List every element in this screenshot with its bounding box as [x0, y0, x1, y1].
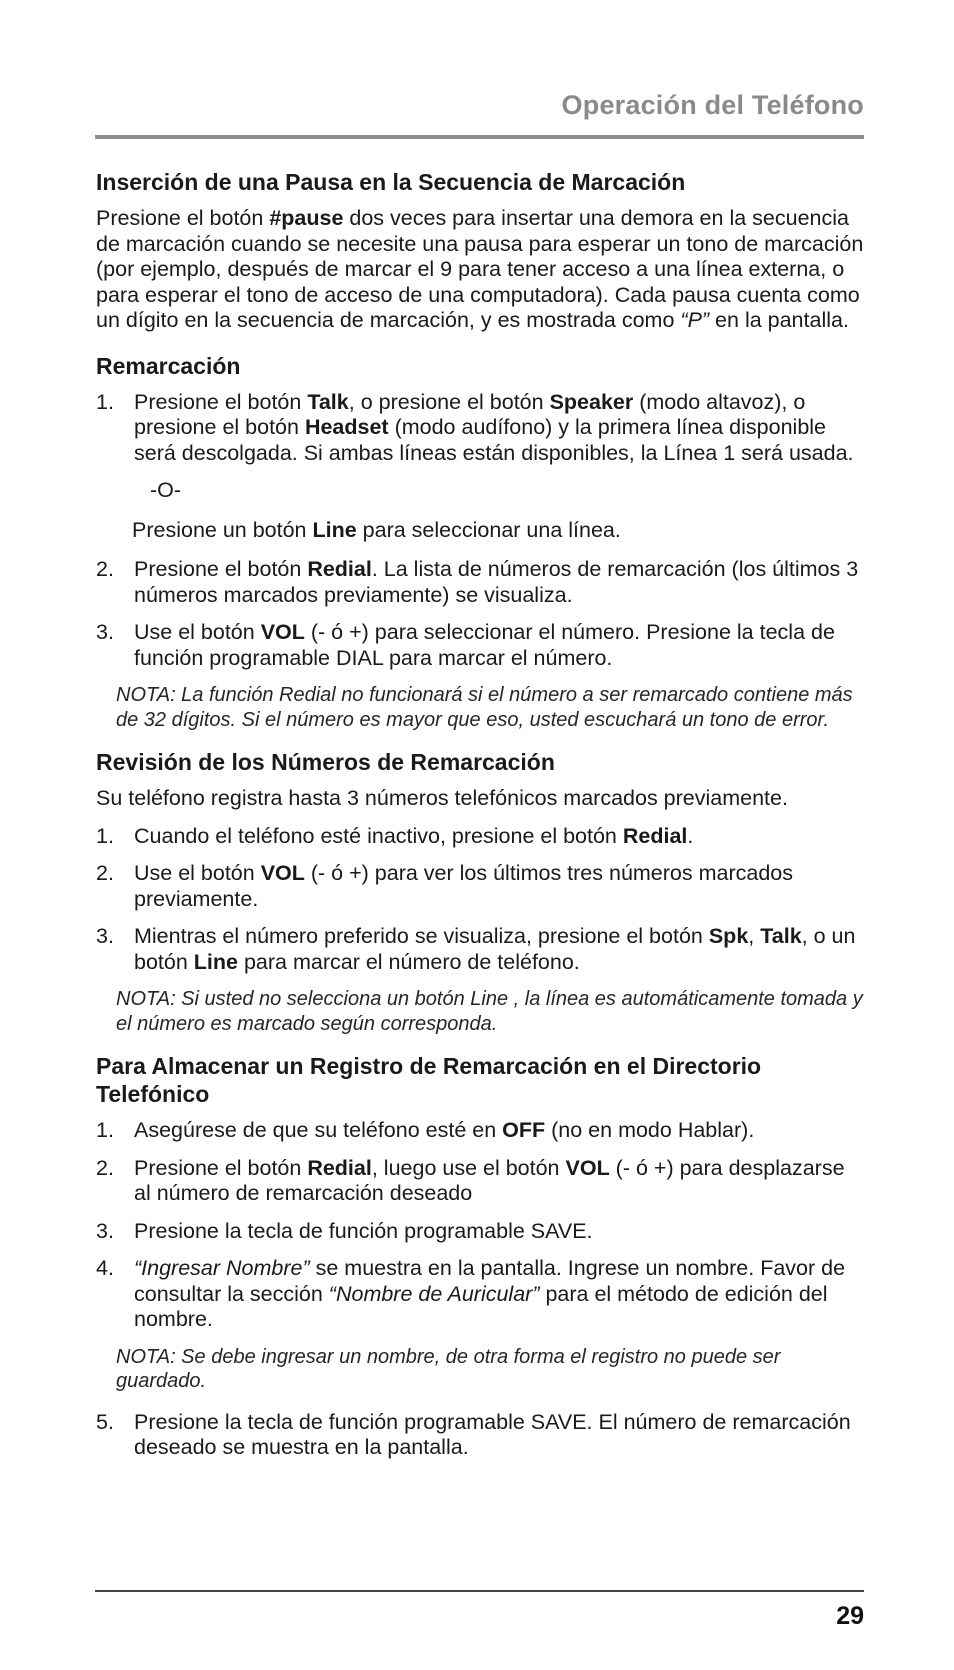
list-item	[96, 1256, 864, 1333]
text-run: . La lista de números de remarcación (los últimos 3 números marcados previamente) se visualiza.	[134, 557, 859, 607]
text-run: Use el botón	[134, 620, 261, 644]
list-item	[96, 1156, 864, 1207]
review-note: NOTA: Si usted no selecciona un botón Line , la línea es automáticamente tomada y el número es marcado según corresponda.	[116, 988, 863, 1035]
redial-steps	[96, 390, 864, 467]
text-run: Presione el botón	[134, 1155, 308, 1180]
text-run: se muestra en la pantalla. Ingrese un nombre. Favor de consultar la sección	[134, 1256, 846, 1306]
key-label: Talk	[760, 924, 802, 948]
text-run: , luego use el botón	[371, 1155, 566, 1180]
list-item	[96, 1118, 864, 1144]
list-item	[96, 824, 864, 850]
key-label: Redial	[307, 1155, 372, 1180]
footer-divider	[95, 1590, 864, 1592]
step-number: 3.	[96, 1218, 114, 1243]
text-run: .	[687, 823, 694, 848]
text-run: Cuando el teléfono esté inactivo, presione el botón	[134, 823, 623, 848]
text-run: Use el botón	[134, 861, 261, 885]
text-run: Presione un botón	[132, 517, 313, 542]
store-note: NOTA: Se debe ingresar un nombre, de otra forma el registro no puede ser guardado.	[116, 1345, 781, 1392]
list-item	[96, 557, 864, 608]
step-number: 1.	[96, 389, 114, 414]
step-number: 2.	[96, 1155, 114, 1180]
step-number: 1.	[96, 1118, 114, 1142]
text-run: Presione la tecla de función programable SAVE. El número de remarcación deseado se muestra en la pantalla.	[134, 1409, 851, 1459]
key-label: Line	[193, 949, 238, 974]
text-run: , o presione el botón	[348, 389, 550, 414]
text-run: Presione el botón	[96, 206, 270, 230]
text-run: (- ó +) para ver los últimos tres números marcados previamente.	[134, 861, 794, 911]
section-reference: “Nombre de Auricular”	[328, 1281, 540, 1306]
p-symbol: “P”	[680, 308, 710, 332]
text-run: Presione el botón	[134, 557, 308, 581]
header-divider	[95, 135, 864, 139]
text-run: Presione la tecla de función programable SAVE.	[134, 1218, 593, 1243]
key-label: Line	[312, 517, 357, 542]
text-run: ,	[748, 924, 761, 948]
section-heading-redial: Remarcación	[96, 352, 241, 379]
store-steps	[96, 1118, 864, 1333]
page-content	[96, 168, 864, 1473]
text-run: (- ó +) para desplazarse al número de remarcación deseado	[134, 1155, 845, 1205]
list-item	[96, 1219, 864, 1245]
key-label: Spk	[708, 924, 749, 948]
text-run: (modo audífono) y la primera línea disponible será descolgada. Si ambas líneas están disponibles, la Línea 1 será usada.	[134, 415, 854, 465]
store-steps-continued	[96, 1410, 864, 1461]
or-separator: -O-	[150, 478, 182, 502]
page-header-title: Operación del Teléfono	[561, 90, 864, 120]
section-heading-pause: Inserción de una Pausa en la Secuencia de Marcación	[96, 169, 686, 195]
text-run: (no en modo Hablar).	[545, 1118, 755, 1142]
key-label: VOL	[260, 861, 305, 885]
step-number: 1.	[96, 823, 114, 848]
text-run: Presione el botón	[134, 389, 308, 414]
section-heading-review: Revisión de los Números de Remarcación	[96, 749, 555, 775]
redial-steps-continued	[96, 557, 864, 671]
key-label: VOL	[260, 620, 305, 644]
step-number: 2.	[96, 861, 114, 885]
redial-note: NOTA: La función Redial no funcionará si el número a ser remarcado contiene más de 32 dígitos. Si el número es mayor que eso, usted escuchará un tono de error.	[116, 684, 853, 731]
key-label: Redial	[307, 557, 372, 581]
text-run: en la pantalla.	[709, 308, 849, 332]
pause-paragraph	[96, 206, 864, 334]
text-run: para el método de edición del nombre.	[134, 1281, 828, 1331]
step-number: 2.	[96, 557, 114, 581]
key-label: Redial	[622, 823, 688, 848]
text-run: , o un botón	[134, 924, 856, 974]
list-item	[96, 924, 864, 975]
step-number: 4.	[96, 1256, 114, 1280]
text-run: para marcar el número de teléfono.	[237, 949, 580, 974]
step-number: 5.	[96, 1409, 114, 1434]
review-steps	[96, 824, 864, 976]
key-label: Talk	[307, 389, 349, 414]
text-run: (modo altavoz), o presione el botón	[134, 389, 806, 439]
pause-key-label: #pause	[269, 206, 344, 230]
review-intro: Su teléfono registra hasta 3 números telefónicos marcados previamente.	[96, 786, 788, 810]
step-number: 3.	[96, 924, 114, 948]
key-label: OFF	[502, 1118, 546, 1142]
text-run: Mientras el número preferido se visualiza, presione el botón	[134, 924, 709, 948]
alternative-step	[96, 518, 864, 544]
list-item	[96, 1410, 864, 1461]
step-number: 3.	[96, 620, 114, 644]
key-label: Speaker	[549, 389, 634, 414]
key-label: Headset	[304, 415, 389, 439]
list-item	[96, 390, 864, 467]
list-item	[96, 861, 864, 912]
text-run: Asegúrese de que su teléfono esté en	[134, 1118, 503, 1142]
screen-prompt-text: “Ingresar Nombre”	[134, 1256, 310, 1280]
section-heading-store: Para Almacenar un Registro de Remarcación en el Directorio Telefónico	[96, 1053, 762, 1107]
text-run: para seleccionar una línea.	[356, 517, 621, 542]
key-label: VOL	[565, 1155, 610, 1180]
page-number: 29	[836, 1602, 864, 1630]
text-run: dos veces para insertar una demora en la secuencia de marcación cuando se necesite una pausa para esperar un tono de marcación (por ejemplo, después de marcar el 9 para tener acceso a una línea externa, o para esperar el tono de acceso de una computadora). Cada pausa cuenta como un dígito en la secuencia de marcación, y es mostrada como	[96, 206, 864, 332]
list-item	[96, 620, 864, 671]
text-run: (- ó +) para seleccionar el número. Presione la tecla de función programable DIAL para marcar el número.	[134, 620, 835, 670]
